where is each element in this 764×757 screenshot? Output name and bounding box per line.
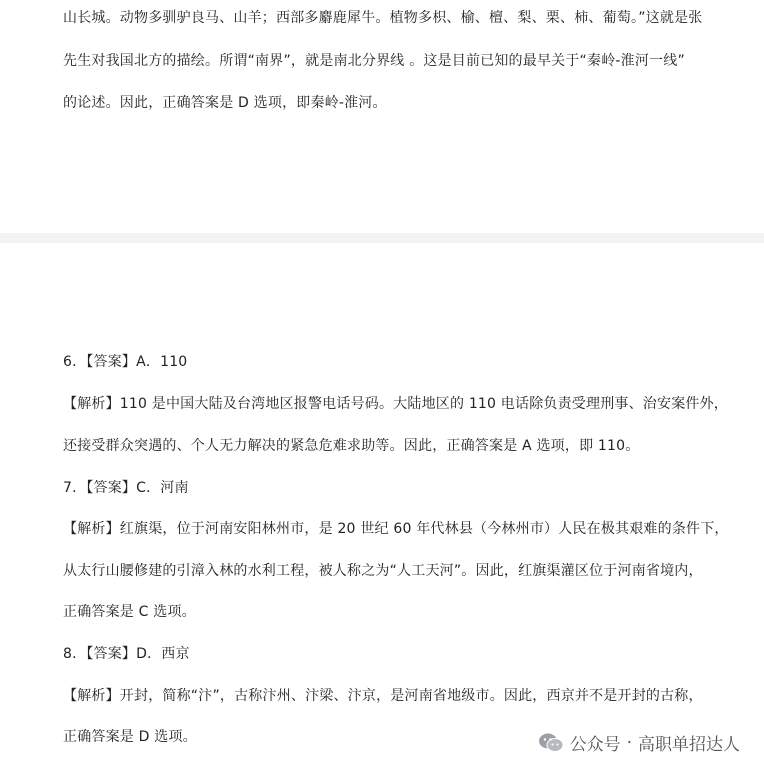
answer-8-heading: 8．【答案】D．西京 bbox=[63, 646, 190, 662]
answer-6-explanation: 还接受群众突遇的、个人无力解决的紧急危难求助等。因此，正确答案是 A 选项，即 110。 bbox=[63, 438, 640, 454]
answer-7-heading: 7．【答案】C．河南 bbox=[63, 480, 189, 496]
answer-8-explanation: 【解析】开封，简称“汴”，古称汴州、汴梁、汴京，是河南省地级市。因此，西京并不是开封的古称， bbox=[63, 688, 703, 704]
watermark-account: 高职单招达人 bbox=[638, 735, 740, 755]
answer-6-explanation: 【解析】110 是中国大陆及台湾地区报警电话号码。大陆地区的 110 电话除负责受理刑事、治安案件外， bbox=[63, 396, 728, 412]
text-line: 的论述。因此，正确答案是 D 选项，即秦岭-淮河。 bbox=[63, 95, 387, 111]
answer-7-explanation: 从太行山腰修建的引漳入林的水利工程，被人称之为“人工天河”。因此，红旗渠灌区位于河南省境内， bbox=[63, 563, 703, 579]
answer-8-explanation: 正确答案是 D 选项。 bbox=[63, 729, 197, 745]
answer-7-explanation: 【解析】红旗渠，位于河南安阳林州市，是 20 世纪 60 年代林县（今林州市）人民在极其艰难的条件下， bbox=[63, 521, 729, 537]
text-line: 山长城。动物多驯驴良马、山羊；西部多麝鹿犀牛。植物多枳、榆、檀、梨、栗、柿、葡萄。”这就是张 bbox=[63, 10, 703, 26]
watermark-channel: 公众号 bbox=[569, 735, 621, 755]
text-line: 先生对我国北方的描绘。所谓“南界”，就是南北分界线 。这是目前已知的最早关于“秦岭-淮河一线” bbox=[63, 53, 685, 69]
wechat-watermark bbox=[538, 730, 740, 755]
section-divider bbox=[0, 233, 764, 243]
answer-7-explanation: 正确答案是 C 选项。 bbox=[63, 604, 196, 620]
answer-6-heading: 6．【答案】A．110 bbox=[63, 354, 188, 370]
watermark-separator: · bbox=[626, 732, 632, 753]
wechat-icon bbox=[538, 732, 564, 754]
